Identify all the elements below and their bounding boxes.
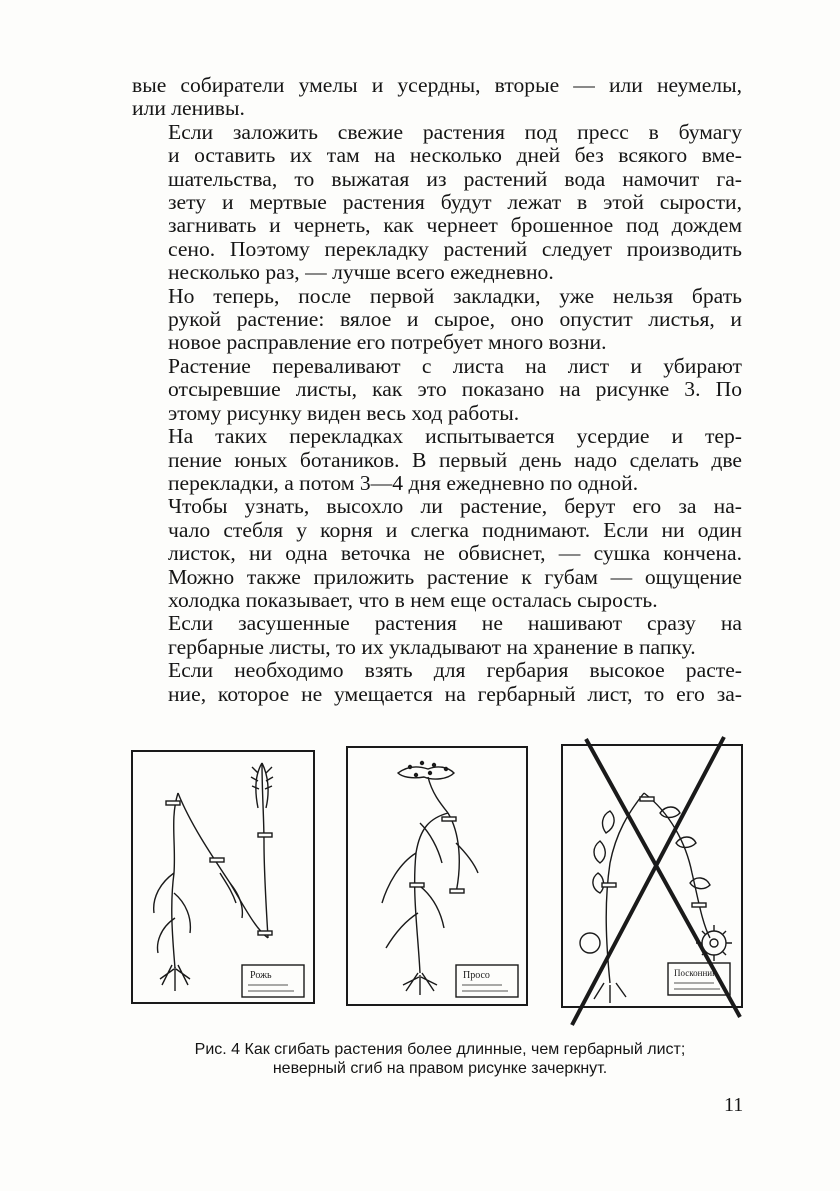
rye-plant-drawing [154,763,273,991]
text-line: На таких перекладках испытывается усердие и тер- [168,424,742,449]
paragraph-1 [132,74,742,121]
text-line: Можно также приложить растение к губам — ощущение [168,564,742,589]
label-sheet-crossed: Посконник [674,968,717,978]
text-line: загнивать и чернеть, как чернеет брошенное под дождем [168,213,742,238]
paragraph-4 [132,355,742,425]
text-line: сено. Поэтому перекладку растений следует производить [168,236,742,261]
paragraph-3 [132,285,742,355]
text-line: этому рисунку виден весь ход работы. [168,400,520,425]
figure-caption [140,1040,740,1078]
text-line: вые собиратели умелы и усердны, вторые — или неумелы, [132,73,742,97]
figure-illustration [130,733,752,1033]
herbarium-sheet-millet [347,747,527,1005]
herbarium-sheet-rye [132,751,314,1003]
paragraph-8 [132,659,742,706]
text-line: рукой растение: вялое и сырое, оно опустит листья, и [168,307,742,332]
text-line: шательства, то выжатая из растений вода намочит га- [168,166,742,191]
text-line: несколько раз, — лучше всего ежедневно. [168,260,554,285]
paragraph-5 [132,425,742,495]
text-line: Если необходимо взять для гербария высокое расте- [168,658,742,683]
caption-line-1: Рис. 4 Как сгибать растения более длинные, чем гербарный лист; [194,1041,686,1058]
text-line: Растение переваливают с листа на лист и убирают [168,353,742,378]
label-sheet-millet: Просо [463,970,490,981]
label-sheet-rye: Рожь [250,970,272,981]
text-line: Чтобы узнать, высохло ли растение, берут его за на- [168,494,742,519]
body-text [132,74,742,706]
figure-herbarium-sheets [130,733,752,1033]
herbarium-sheet-crossed [562,737,742,1025]
text-line: Но теперь, после первой закладки, уже нельзя брать [168,283,742,308]
page-number: 11 [724,1094,744,1116]
millet-plant-drawing [382,762,478,996]
text-line: Если засушенные растения не нашивают сразу на [168,611,742,636]
caption-line-2: неверный сгиб на правом рисунке зачеркнут. [272,1060,608,1077]
text-line: ние, которое не умещается на гербарный лист, то его за- [168,681,742,706]
text-line: или ленивы. [132,96,245,121]
cross-out-line [572,737,724,1025]
text-line: отсыревшие листы, как это показано на рисунке 3. По [168,377,742,402]
text-line: новое расправление его потребует много возни. [168,330,607,355]
text-line: Если заложить свежие растения под пресс в бумагу [168,119,742,144]
text-line: перекладки, а потом 3—4 дня ежедневно по одной. [168,470,639,495]
paragraph-7 [132,612,742,659]
paragraph-6 [132,495,742,612]
text-line: и оставить их там на несколько дней без всякого вме- [168,143,742,168]
text-line: пение юных ботаников. В первый день надо сделать две [168,447,742,472]
text-line: зету и мертвые растения будут лежат в этой сырости, [168,190,742,215]
text-line: листок, ни одна веточка не обвиснет, — сушка кончена. [168,541,742,566]
text-line: гербарные листы, то их укладывают на хранение в папку. [168,634,696,659]
text-line: чало стебля у корня и слегка поднимают. Если ни один [168,517,742,542]
paragraph-2 [132,121,742,285]
text-line: холодка показывает, что в нем еще осталась сырость. [168,587,658,612]
